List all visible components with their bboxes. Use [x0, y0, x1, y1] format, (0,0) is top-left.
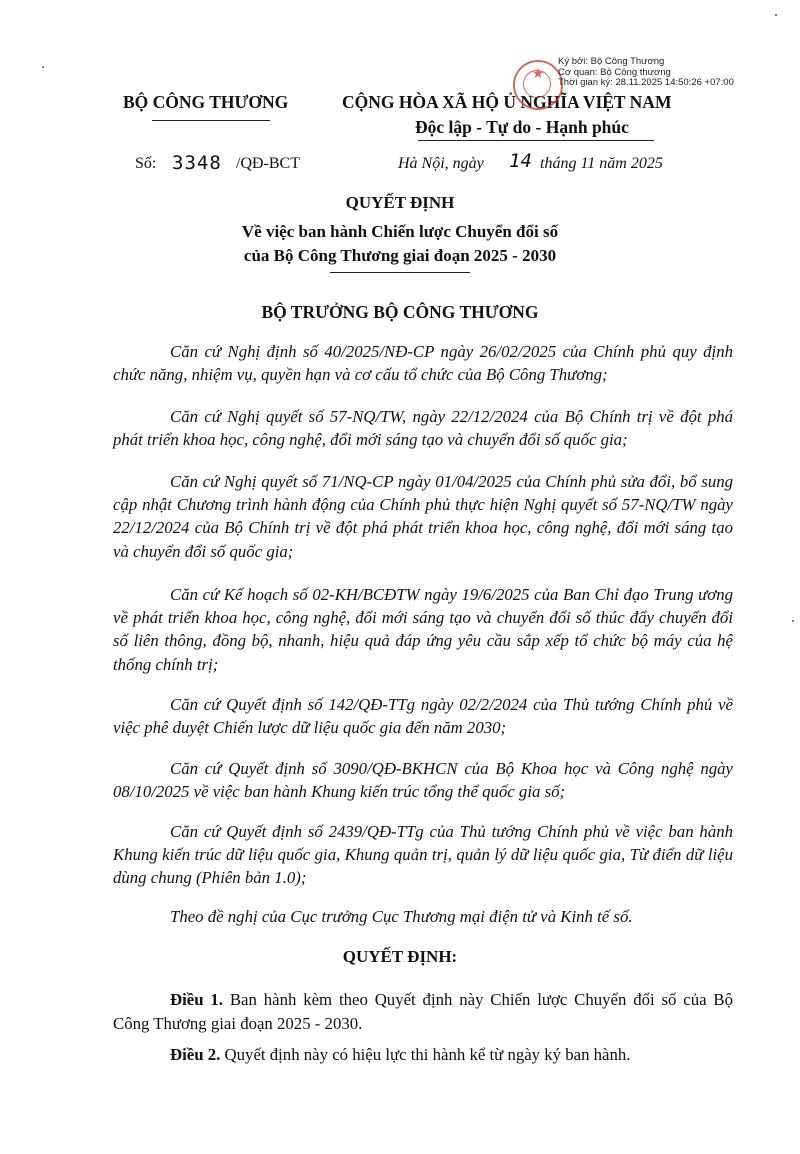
seal-stamp-icon: ★	[513, 60, 563, 110]
article-label: Điều 2.	[170, 1045, 221, 1064]
preamble-paragraph: Căn cứ Quyết định số 2439/QĐ-TTg của Thủ tướng Chính phủ về việc ban hành Khung kiến trúc dữ liệu quốc gia, Khung quản trị, quản lý dữ liệu quốc gia, Từ điển dữ liệu dùng chung (Phiên bản 1.0);	[113, 822, 733, 888]
article-text: Ban hành kèm theo Quyết định này Chiến lược Chuyển đổi số của Bộ Công Thương giai đoạn 2025 - 2030.	[113, 990, 734, 1033]
scan-speck	[775, 14, 777, 16]
article-label: Điều 1.	[170, 990, 223, 1009]
place-date-suffix: tháng 11 năm 2025	[540, 155, 663, 172]
document-subtitle-line-1: Về việc ban hành Chiến lược Chuyển đổi số	[241, 222, 559, 241]
document-number-handwritten: 3348	[172, 152, 222, 174]
article-2	[113, 1043, 733, 1067]
document-title: QUYẾT ĐỊNH	[345, 193, 455, 212]
subtitle-underline	[330, 272, 470, 273]
digital-signature-info	[558, 57, 734, 89]
preamble-paragraph: Căn cứ Nghị định số 40/2025/NĐ-CP ngày 26/02/2025 của Chính phủ quy định chức năng, nhiệm vụ, quyền hạn và cơ cấu tổ chức của Bộ Công Thương;	[113, 342, 733, 385]
ministry-underline	[152, 120, 270, 121]
national-motto: Độc lập - Tự do - Hạnh phúc	[415, 117, 629, 137]
ministry-name: BỘ CÔNG THƯƠNG	[123, 92, 289, 112]
decision-heading: QUYẾT ĐỊNH:	[342, 947, 458, 966]
preamble-paragraph: Căn cứ Quyết định số 3090/QĐ-BKHCN của Bộ Khoa học và Công nghệ ngày 08/10/2025 về việc ban hành Khung kiến trúc tổng thể quốc gia số;	[113, 759, 733, 802]
preamble-paragraph: Căn cứ Nghị quyết số 57-NQ/TW, ngày 22/12/2024 của Bộ Chính trị về đột phá phát triển khoa học, công nghệ, đổi mới sáng tạo và chuyển đổi số quốc gia;	[113, 407, 733, 450]
document-subtitle-line-2: của Bộ Công Thương giai đoạn 2025 - 2030	[243, 246, 557, 265]
article-1	[113, 988, 733, 1036]
document-number-label: Số:	[135, 155, 157, 172]
preamble-paragraph: Căn cứ Quyết định số 142/QĐ-TTg ngày 02/2/2024 của Thủ tướng Chính phủ về việc phê duyệt Chiến lược dữ liệu quốc gia đến năm 2030;	[113, 695, 733, 738]
signature-line: Ký bởi: Bộ Công Thương	[558, 56, 665, 67]
document-number-suffix: /QĐ-BCT	[236, 155, 300, 172]
article-text: Quyết định này có hiệu lực thi hành kể từ ngày ký ban hành.	[224, 1045, 631, 1064]
signature-line: Thời gian ký: 28.11.2025 14:50:26 +07:00	[558, 77, 734, 88]
preamble-paragraph: Căn cứ Kế hoạch số 02-KH/BCĐTW ngày 19/6/2025 của Ban Chỉ đạo Trung ương về phát triển khoa học, công nghệ, đổi mới sáng tạo và chuyển đổi số thúc đẩy chuyển đổi số liên thông, đồng bộ, nhanh, hiệu quả đáp ứng yêu cầu sắp xếp tổ chức bộ máy của hệ thống chính trị;	[113, 585, 733, 674]
nation-name: CỘNG HÒA XÃ HỘ Ủ NGHĨA VIỆT NAM	[342, 92, 672, 112]
scan-speck	[42, 66, 44, 68]
motto-underline	[418, 140, 654, 141]
preamble-paragraph: Theo đề nghị của Cục trưởng Cục Thương mại điện tử và Kinh tế số.	[170, 907, 633, 926]
preamble-paragraph: Căn cứ Nghị quyết số 71/NQ-CP ngày 01/04/2025 của Chính phủ sửa đổi, bổ sung cập nhật Chương trình hành động của Chính phủ thực hiện Nghị quyết số 57-NQ/TW ngày 22/12/2024 của Bộ Chính trị về đột phá phát triển khoa học, công nghệ, đổi mới sáng tạo và chuyển đổi số quốc gia;	[113, 472, 733, 561]
issuing-authority: BỘ TRƯỞNG BỘ CÔNG THƯƠNG	[261, 302, 539, 322]
place-date-day: 14	[509, 150, 532, 172]
signature-line: Cơ quan: Bộ Công thương	[558, 66, 671, 78]
scan-speck	[792, 620, 794, 622]
place-date-prefix: Hà Nội, ngày	[398, 155, 484, 172]
